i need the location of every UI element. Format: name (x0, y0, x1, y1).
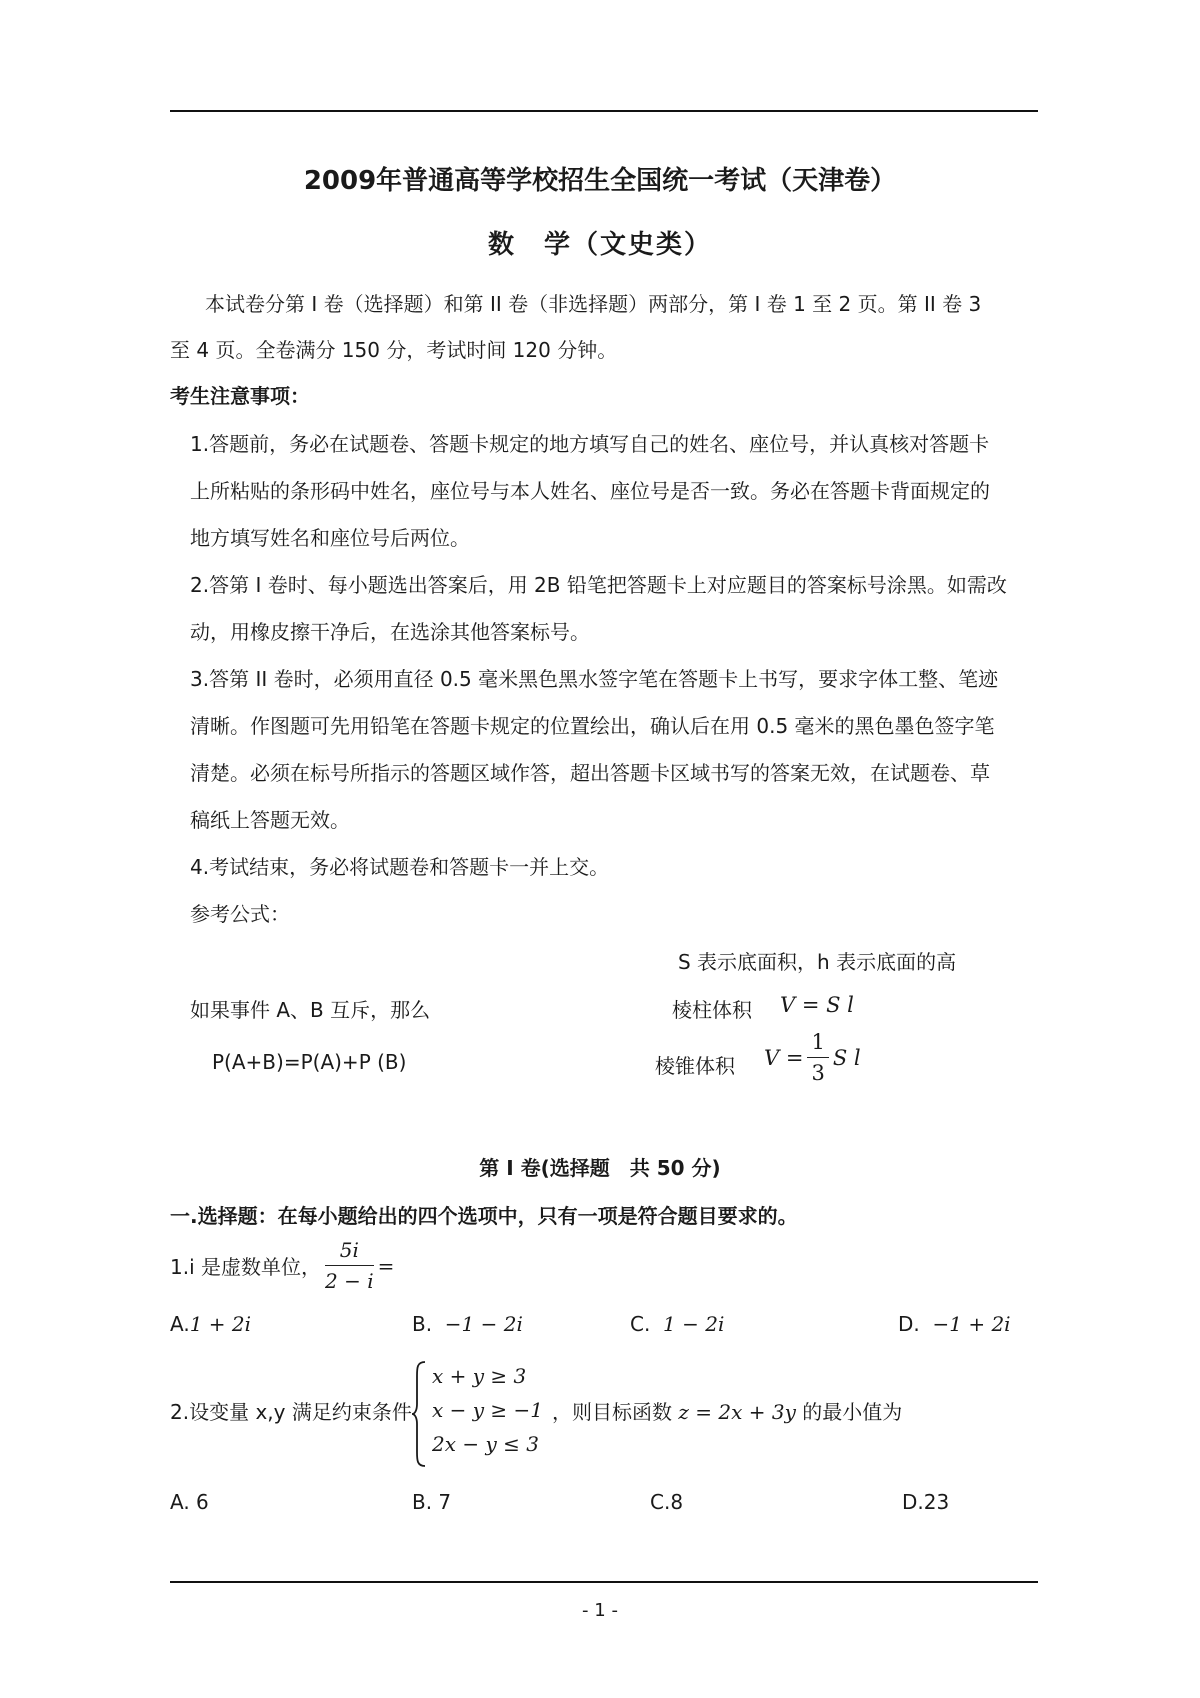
exam-title: 2009年普通高等学校招生全国统一考试（天津卷） (303, 166, 897, 196)
notice-item-1-line-2: 上所粘贴的条形码中姓名，座位号与本人姓名、座位号是否一致。务必在答题卡背面规定的 (190, 479, 990, 503)
notice-item-1-line-1: 1.答题前，务必在试题卷、答题卡规定的地方填写自己的姓名、座位号，并认真核对答题卡 (190, 432, 990, 456)
notice-item-3-line-4: 稿纸上答题无效。 (190, 808, 350, 832)
prism-formula: V = S l (780, 993, 854, 1017)
q2-constraint-3: 2x − y ≤ 3 (432, 1432, 539, 1456)
top-rule (170, 110, 1038, 112)
notice-item-4-line-1: 4.考试结束，务必将试题卷和答题卡一并上交。 (190, 855, 610, 879)
page-number: - 1 - (582, 1600, 618, 1621)
q2-left-brace (410, 1360, 428, 1468)
notice-heading: 考生注意事项： (170, 384, 310, 408)
q1-fraction (325, 1238, 374, 1293)
formula-heading: 参考公式： (190, 902, 290, 926)
q2-option-d: D.23 (902, 1490, 950, 1514)
q2-mid-text: ，则目标函数 (552, 1400, 672, 1424)
section-instruction: 一.选择题：在每小题给出的四个选项中，只有一项是符合题目要求的。 (170, 1204, 798, 1228)
q1-option-d-value: −1 + 2i (932, 1312, 1011, 1336)
q2-tail-text: 的最小值为 (802, 1400, 903, 1424)
q2-constraint-1: x + y ≥ 3 (432, 1364, 527, 1388)
pyramid-formula (764, 1030, 861, 1085)
notice-item-3-line-3: 清楚。必须在标号所指示的答题区域作答，超出答题卡区域书写的答案无效，在试题卷、草 (190, 761, 990, 785)
q1-option-b (412, 1312, 523, 1336)
q1-option-d (898, 1312, 1011, 1336)
q1-stem: 1.i 是虚数单位， (170, 1255, 321, 1279)
pyramid-label: 棱锥体积 (655, 1054, 735, 1078)
mutex-formula: P(A+B)=P(A)+P (B) (212, 1050, 407, 1074)
prism-label: 棱柱体积 (672, 998, 752, 1022)
q1-option-c-value: 1 − 2i (663, 1312, 725, 1336)
pyramid-fraction (807, 1030, 828, 1085)
q2-option-c: C.8 (650, 1490, 684, 1514)
q1-denominator: 2 − i (325, 1269, 374, 1293)
pyramid-numerator: 1 (807, 1030, 828, 1058)
mutex-text: 如果事件 A、B 互斥，那么 (190, 998, 431, 1022)
notice-item-1-line-3: 地方填写姓名和座位号后两位。 (190, 526, 470, 550)
formula-note: S 表示底面积，h 表示底面的高 (678, 950, 957, 974)
notice-item-2-line-1: 2.答第 I 卷时、每小题选出答案后，用 2B 铅笔把答题卡上对应题目的答案标号涂黑。如需改 (190, 573, 1007, 597)
pyramid-rhs: S l (832, 1045, 861, 1070)
q1-option-c-label: C. (630, 1312, 651, 1336)
q1-numerator: 5i (325, 1238, 374, 1266)
question-1 (170, 1238, 394, 1293)
intro-line-2: 至 4 页。全卷满分 150 分，考试时间 120 分钟。 (170, 338, 618, 362)
q2-objective: z = 2x + 3y (678, 1400, 796, 1424)
q2-option-b: B. 7 (412, 1490, 452, 1514)
q1-equals: = (377, 1253, 395, 1278)
exam-subtitle: 数 学（文史类） (487, 230, 712, 260)
q1-option-d-label: D. (898, 1312, 920, 1336)
q2-constraint-2: x − y ≥ −1 (432, 1398, 544, 1422)
pyramid-denominator: 3 (811, 1061, 825, 1085)
pyramid-lhs: V = (764, 1045, 804, 1070)
q1-option-a-label: A. (170, 1312, 190, 1336)
q2-stem: 2.设变量 x,y 满足约束条件 (170, 1400, 412, 1424)
q1-option-b-label: B. (412, 1312, 433, 1336)
q2-option-a: A. 6 (170, 1490, 209, 1514)
q1-option-a-value: 1 + 2i (189, 1312, 252, 1336)
q1-option-b-value: −1 − 2i (444, 1312, 523, 1336)
notice-item-3-line-2: 清晰。作图题可先用铅笔在答题卡规定的位置绘出，确认后在用 0.5 毫米的黑色墨色签字笔 (190, 714, 995, 738)
notice-item-3-line-1: 3.答第 II 卷时，必须用直径 0.5 毫米黑色黑水签字笔在答题卡上书写，要求字体工整、笔迹 (190, 667, 999, 691)
q2-tail (552, 1396, 902, 1425)
bottom-rule (170, 1581, 1038, 1583)
section-title: 第 I 卷(选择题 共 50 分) (479, 1156, 721, 1180)
q1-option-a (170, 1312, 251, 1336)
notice-item-2-line-2: 动，用橡皮擦干净后，在选涂其他答案标号。 (190, 620, 590, 644)
intro-line-1: 本试卷分第 I 卷（选择题）和第 II 卷（非选择题）两部分，第 I 卷 1 至 2 页。第 II 卷 3 (205, 292, 982, 316)
q1-option-c (630, 1312, 724, 1336)
